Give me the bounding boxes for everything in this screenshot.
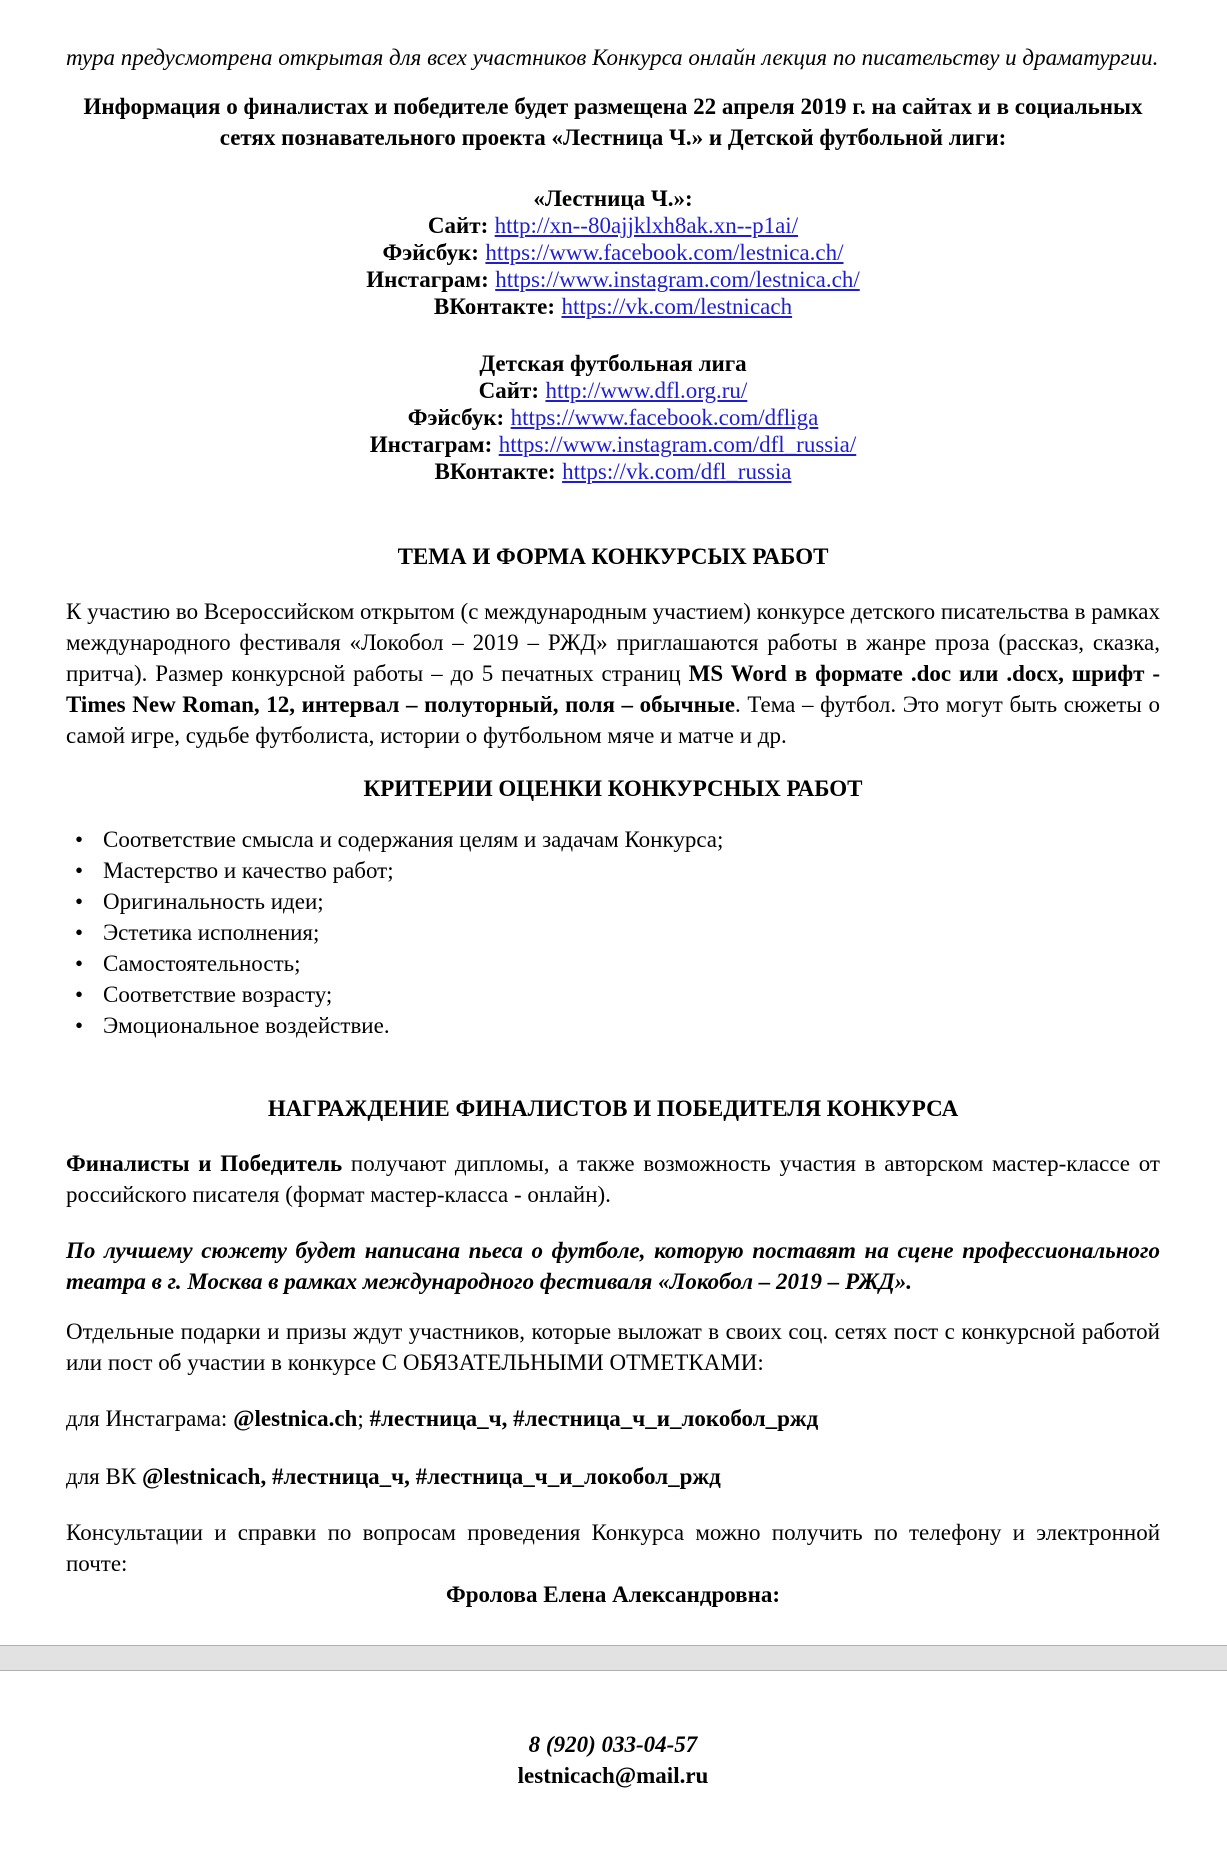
dfl-title: Детская футбольная лига [479,351,747,376]
criteria-text: Соответствие смысла и содержания целям и задачам Конкурса; [103,827,724,852]
lestnica-site-link[interactable]: http://xn--80ajjklxh8ak.xn--p1ai/ [494,213,799,238]
theme-body-paragraph [66,596,1160,751]
contact-paragraph: Консультации и справки по вопросам проведения Конкурса можно получить по телефону и электронной почте: [66,1520,1160,1576]
link-line [66,293,1160,320]
criteria-text: Мастерство и качество работ; [103,858,394,883]
contact-email: lestnicach@mail.ru [517,1763,709,1788]
instagram-separator: ; [357,1406,370,1431]
criteria-text: Эмоциональное воздействие. [103,1013,390,1038]
instagram-hashtags: #лестница_ч, #лестница_ч_и_локобол_ржд [369,1406,819,1431]
lestnica-title: «Лестница Ч.»: [533,186,693,211]
award-section-heading: НАГРАЖДЕНИЕ ФИНАЛИСТОВ И ПОБЕДИТЕЛЯ КОНКУРСА [267,1096,959,1121]
gifts-paragraph: Отдельные подарки и призы ждут участников, которые выложат в своих соц. сетях пост с конкурсной работой или пост об участии в конкурсе С ОБЯЗАТЕЛЬНЫМИ ОТМЕТКАМИ: [66,1319,1160,1375]
vk-tags-line [66,1461,1160,1492]
instagram-handle: @lestnica.ch [233,1406,358,1431]
criteria-item [66,917,1160,948]
lestnica-facebook-link[interactable]: https://www.facebook.com/lestnica.ch/ [485,240,844,265]
criteria-item [66,1010,1160,1041]
link-line [66,266,1160,293]
criteria-item [66,824,1160,855]
theme-body-text-1: К участию во Всероссийском открытом (с международным участием) конкурсе детского писательства в рамках международного фестиваля «Локобол – 2019 – РЖД» приглашаются работы в жанре проза (рассказ, сказка, притча). Размер конкурсной работы – до 5 печатных страниц [66,599,1160,686]
intro-paragraph: тура предусмотрена открытая для всех участников Конкурса онлайн лекция по писательству и драматургии. [66,45,1159,70]
criteria-item [66,855,1160,886]
bullet-icon: • [75,1013,84,1038]
link-label: ВКонтакте: [433,294,556,319]
criteria-list [66,824,1160,1041]
theme-body-text-2: . Тема – футбол. Это могут быть сюжеты о самой игре, судьбе футболиста, истории о футбольном мяче и матче и др. [66,692,1160,748]
dfl-instagram-link[interactable]: https://www.instagram.com/dfl_russia/ [498,432,857,457]
link-label: Сайт: [427,213,489,238]
bullet-icon: • [75,889,84,914]
link-line [66,239,1160,266]
dfl-site-link[interactable]: http://www.dfl.org.ru/ [545,378,748,403]
link-label: Инстаграм: [366,267,489,292]
instagram-tags-line [66,1403,1160,1434]
theme-section-heading: ТЕМА И ФОРМА КОНКУРСЫХ РАБОТ [397,544,829,569]
lestnica-vk-link[interactable]: https://vk.com/lestnicach [561,294,793,319]
contact-person-name: Фролова Елена Александровна: [445,1582,781,1607]
link-label: Фэйсбук: [382,240,479,265]
criteria-item [66,886,1160,917]
dfl-links-block [66,350,1160,485]
vk-handle-hashtags: @lestnicach, #лестница_ч, #лестница_ч_и_локобол_ржд [141,1464,721,1489]
play-paragraph: По лучшему сюжету будет написана пьеса о футболе, которую поставят на сцене профессионального театра в г. Москва в рамках международного фестиваля «Локобол – 2019 – РЖД». [66,1238,1160,1294]
finalists-rest-text: получают дипломы, а также возможность участия в авторском мастер-классе от российского писателя (формат мастер-класса - онлайн). [66,1151,1160,1207]
criteria-text: Оригинальность идеи; [103,889,324,914]
dfl-facebook-link[interactable]: https://www.facebook.com/dfliga [510,405,819,430]
criteria-section-heading: КРИТЕРИИ ОЦЕНКИ КОНКУРСНЫХ РАБОТ [363,776,863,801]
criteria-item [66,948,1160,979]
link-label: Фэйсбук: [407,405,505,430]
finalists-bold-text: Финалисты и Победитель [66,1151,343,1176]
link-line [66,212,1160,239]
criteria-text: Самостоятельность; [103,951,301,976]
finalists-paragraph [66,1148,1160,1210]
link-line [66,377,1160,404]
criteria-text: Соответствие возрасту; [103,982,333,1007]
link-line [66,458,1160,485]
criteria-text: Эстетика исполнения; [103,920,320,945]
vk-tags-label: для ВК [66,1464,142,1489]
bullet-icon: • [75,920,84,945]
page-break-separator [0,1645,1227,1671]
lestnica-links-block [66,185,1160,320]
link-label: Сайт: [478,378,539,403]
theme-body-bold: MS Word в формате .doc или .docx, шрифт - Times New Roman, 12, интервал – полуторный, поля – обычные [66,661,1160,717]
bullet-icon: • [75,982,84,1007]
dfl-vk-link[interactable]: https://vk.com/dfl_russia [562,459,792,484]
link-line [66,404,1160,431]
bullet-icon: • [75,951,84,976]
announcement-paragraph: Информация о финалистах и победителе будет размещена 22 апреля 2019 г. на сайтах и в социальных сетях познавательного проекта «Лестница Ч.» и Детской футбольной лиги: [83,94,1143,150]
lestnica-instagram-link[interactable]: https://www.instagram.com/lestnica.ch/ [495,267,860,292]
criteria-item [66,979,1160,1010]
link-label: Инстаграм: [369,432,493,457]
link-label: ВКонтакте: [434,459,556,484]
link-line [66,431,1160,458]
instagram-tags-label: для Инстаграма: [66,1406,234,1431]
bullet-icon: • [75,858,84,883]
bullet-icon: • [75,827,84,852]
contact-phone: 8 (920) 033-04-57 [528,1732,698,1757]
